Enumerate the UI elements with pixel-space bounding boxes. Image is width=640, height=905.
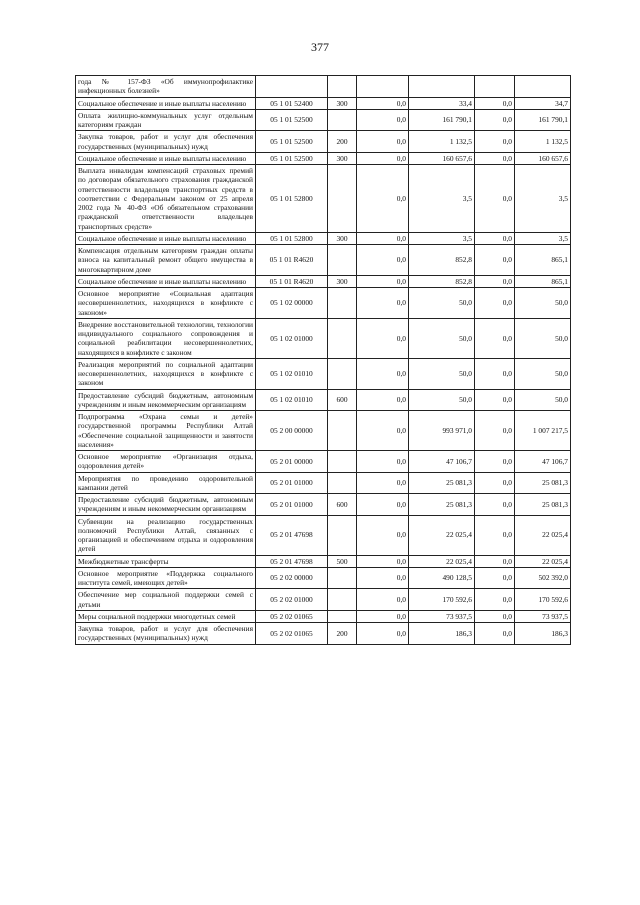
row-value-4: 186,3 [515, 623, 571, 645]
row-value-4: 25 081,3 [515, 494, 571, 516]
row-value-4: 50,0 [515, 358, 571, 389]
row-value-3: 0,0 [475, 451, 515, 473]
row-expense-type [328, 76, 357, 98]
row-value-2 [409, 76, 475, 98]
row-name: Социальное обеспечение и иные выплаты населению [76, 232, 256, 244]
row-value-1: 0,0 [357, 109, 409, 131]
row-value-3: 0,0 [475, 318, 515, 358]
row-expense-type [328, 451, 357, 473]
row-value-1: 0,0 [357, 165, 409, 233]
row-expense-type [328, 358, 357, 389]
row-value-4: 160 657,6 [515, 152, 571, 164]
row-csr-code: 05 2 01 47698 [256, 555, 328, 567]
row-expense-type: 300 [328, 152, 357, 164]
row-value-2: 3,5 [409, 165, 475, 233]
row-value-3: 0,0 [475, 232, 515, 244]
row-value-2: 170 592,6 [409, 589, 475, 611]
row-value-2: 50,0 [409, 318, 475, 358]
row-name: Предоставление субсидий бюджетным, автономным учреждениям и иным некоммерческим организациям [76, 389, 256, 411]
row-value-1: 0,0 [357, 472, 409, 494]
row-csr-code: 05 1 01 R4620 [256, 275, 328, 287]
row-value-2: 50,0 [409, 358, 475, 389]
row-value-2: 50,0 [409, 288, 475, 319]
row-value-2: 33,4 [409, 97, 475, 109]
row-value-2: 73 937,5 [409, 610, 475, 622]
table-row [76, 358, 571, 389]
table-row [76, 165, 571, 233]
table-row [76, 494, 571, 516]
page-number: 377 [311, 40, 329, 54]
row-name: Внедрение восстановительной технологии, технологии индивидуального социального сопровождения и социальной реабилитации несовершеннолетних, находящихся в конфликте с законом [76, 318, 256, 358]
row-value-4: 865,1 [515, 245, 571, 276]
row-value-4: 3,5 [515, 165, 571, 233]
table-row [76, 109, 571, 131]
row-value-4: 3,5 [515, 232, 571, 244]
table-row [76, 288, 571, 319]
row-value-4: 34,7 [515, 97, 571, 109]
row-csr-code [256, 76, 328, 98]
row-csr-code: 05 2 01 01000 [256, 494, 328, 516]
row-value-1: 0,0 [357, 451, 409, 473]
row-csr-code: 05 2 02 00000 [256, 567, 328, 589]
budget-table [75, 75, 571, 645]
row-name: Основное мероприятие «Социальная адаптация несовершеннолетних, находящихся в конфликте с законом» [76, 288, 256, 319]
row-value-1: 0,0 [357, 318, 409, 358]
row-value-1: 0,0 [357, 567, 409, 589]
row-value-4: 170 592,6 [515, 589, 571, 611]
row-value-1: 0,0 [357, 131, 409, 153]
table-row [76, 589, 571, 611]
row-value-4: 502 392,0 [515, 567, 571, 589]
row-value-3: 0,0 [475, 288, 515, 319]
row-expense-type [328, 610, 357, 622]
row-expense-type: 300 [328, 97, 357, 109]
row-name: Социальное обеспечение и иные выплаты населению [76, 152, 256, 164]
row-value-3: 0,0 [475, 610, 515, 622]
table-row [76, 472, 571, 494]
row-value-4: 50,0 [515, 318, 571, 358]
row-value-2: 1 132,5 [409, 131, 475, 153]
row-value-2: 852,8 [409, 245, 475, 276]
row-value-1: 0,0 [357, 589, 409, 611]
row-name: Закупка товаров, работ и услуг для обеспечения государственных (муниципальных) нужд [76, 623, 256, 645]
table-row [76, 131, 571, 153]
row-value-1: 0,0 [357, 97, 409, 109]
row-name: Меры социальной поддержки многодетных семей [76, 610, 256, 622]
row-value-3: 0,0 [475, 131, 515, 153]
row-expense-type: 300 [328, 232, 357, 244]
row-value-4: 22 025,4 [515, 555, 571, 567]
table-row [76, 555, 571, 567]
row-value-3: 0,0 [475, 165, 515, 233]
row-value-2: 47 106,7 [409, 451, 475, 473]
row-name: Межбюджетные трансферты [76, 555, 256, 567]
row-csr-code: 05 2 01 01000 [256, 472, 328, 494]
row-expense-type: 600 [328, 494, 357, 516]
row-value-3: 0,0 [475, 275, 515, 287]
row-csr-code: 05 1 01 R4620 [256, 245, 328, 276]
row-csr-code: 05 1 02 00000 [256, 288, 328, 319]
row-csr-code: 05 1 01 52800 [256, 165, 328, 233]
row-expense-type: 600 [328, 389, 357, 411]
row-name: Подпрограмма «Охрана семьи и детей» государственной программы Республики Алтай «Обеспечение социальной защищенности и занятости населения» [76, 411, 256, 451]
row-csr-code: 05 1 01 52500 [256, 109, 328, 131]
row-value-4: 50,0 [515, 288, 571, 319]
row-value-3 [475, 76, 515, 98]
row-value-4: 25 081,3 [515, 472, 571, 494]
row-value-1: 0,0 [357, 623, 409, 645]
table-row [76, 232, 571, 244]
row-csr-code: 05 2 00 00000 [256, 411, 328, 451]
row-value-1: 0,0 [357, 555, 409, 567]
row-expense-type [328, 245, 357, 276]
row-value-1: 0,0 [357, 610, 409, 622]
row-name: Предоставление субсидий бюджетным, автономным учреждениям и иным некоммерческим организациям [76, 494, 256, 516]
row-name: Реализация мероприятий по социальной адаптации несовершеннолетних, находящихся в конфликте с законом [76, 358, 256, 389]
table-row [76, 97, 571, 109]
row-value-1: 0,0 [357, 494, 409, 516]
row-value-4: 22 025,4 [515, 515, 571, 555]
row-value-4: 47 106,7 [515, 451, 571, 473]
row-name: Оплата жилищно-коммунальных услуг отдельным категориям граждан [76, 109, 256, 131]
row-expense-type [328, 109, 357, 131]
row-name: Обеспечение мер социальной поддержки семей с детьми [76, 589, 256, 611]
row-value-2: 22 025,4 [409, 555, 475, 567]
row-value-3: 0,0 [475, 245, 515, 276]
row-value-2: 25 081,3 [409, 472, 475, 494]
row-value-1: 0,0 [357, 232, 409, 244]
table-row [76, 152, 571, 164]
row-value-3: 0,0 [475, 97, 515, 109]
table-row [76, 389, 571, 411]
row-value-3: 0,0 [475, 109, 515, 131]
row-name: Субвенции на реализацию государственных полномочий Республики Алтай, связанных с организацией и обеспечением отдыха и оздоровления детей [76, 515, 256, 555]
row-csr-code: 05 1 01 52500 [256, 131, 328, 153]
row-value-1: 0,0 [357, 411, 409, 451]
row-value-4: 1 132,5 [515, 131, 571, 153]
row-value-3: 0,0 [475, 358, 515, 389]
row-expense-type [328, 567, 357, 589]
row-value-2: 3,5 [409, 232, 475, 244]
row-expense-type [328, 288, 357, 319]
table-row [76, 567, 571, 589]
row-value-1 [357, 76, 409, 98]
row-expense-type: 500 [328, 555, 357, 567]
row-value-3: 0,0 [475, 515, 515, 555]
row-value-4: 50,0 [515, 389, 571, 411]
row-value-4: 1 007 217,5 [515, 411, 571, 451]
row-value-2: 490 128,5 [409, 567, 475, 589]
row-csr-code: 05 2 02 01065 [256, 623, 328, 645]
row-name: года № 157-ФЗ «Об иммунопрофилактике инфекционных болезней» [76, 76, 256, 98]
row-value-2: 22 025,4 [409, 515, 475, 555]
table-row [76, 623, 571, 645]
row-expense-type [328, 411, 357, 451]
row-csr-code: 05 1 01 52400 [256, 97, 328, 109]
row-csr-code: 05 1 02 01010 [256, 358, 328, 389]
row-value-3: 0,0 [475, 494, 515, 516]
row-expense-type [328, 472, 357, 494]
row-name: Закупка товаров, работ и услуг для обеспечения государственных (муниципальных) нужд [76, 131, 256, 153]
row-value-4: 865,1 [515, 275, 571, 287]
table-row [76, 411, 571, 451]
row-value-2: 852,8 [409, 275, 475, 287]
row-name: Выплата инвалидам компенсаций страховых премий по договорам обязательного страхования гражданской ответственности владельцев транспортных средств в соответствии с Федеральным законом от 25 апреля 2002 года № 40-ФЗ «Об обязательном страховании гражданской ответственности владельцев транспортных средств» [76, 165, 256, 233]
row-value-2: 186,3 [409, 623, 475, 645]
row-expense-type: 200 [328, 623, 357, 645]
table-row [76, 451, 571, 473]
row-value-1: 0,0 [357, 515, 409, 555]
row-value-3: 0,0 [475, 152, 515, 164]
row-value-2: 25 081,3 [409, 494, 475, 516]
row-csr-code: 05 1 01 52500 [256, 152, 328, 164]
table-row [76, 76, 571, 98]
row-value-3: 0,0 [475, 389, 515, 411]
row-value-4 [515, 76, 571, 98]
row-value-2: 50,0 [409, 389, 475, 411]
row-expense-type [328, 515, 357, 555]
table-row [76, 318, 571, 358]
table-row [76, 515, 571, 555]
row-csr-code: 05 2 02 01000 [256, 589, 328, 611]
row-csr-code: 05 1 02 01000 [256, 318, 328, 358]
row-csr-code: 05 2 01 47698 [256, 515, 328, 555]
row-expense-type [328, 589, 357, 611]
table-row [76, 275, 571, 287]
row-value-3: 0,0 [475, 623, 515, 645]
row-csr-code: 05 1 01 52800 [256, 232, 328, 244]
row-value-3: 0,0 [475, 567, 515, 589]
table-row [76, 610, 571, 622]
table-row [76, 245, 571, 276]
row-value-4: 161 790,1 [515, 109, 571, 131]
row-value-3: 0,0 [475, 411, 515, 451]
row-value-1: 0,0 [357, 389, 409, 411]
row-csr-code: 05 2 02 01065 [256, 610, 328, 622]
row-value-1: 0,0 [357, 358, 409, 389]
row-name: Основное мероприятие «Поддержка социального института семей, имеющих детей» [76, 567, 256, 589]
row-value-4: 73 937,5 [515, 610, 571, 622]
row-value-2: 160 657,6 [409, 152, 475, 164]
row-name: Компенсация отдельным категориям граждан оплаты взноса на капитальный ремонт общего имущества в многоквартирном доме [76, 245, 256, 276]
row-value-1: 0,0 [357, 288, 409, 319]
row-value-1: 0,0 [357, 245, 409, 276]
row-expense-type: 300 [328, 275, 357, 287]
row-expense-type: 200 [328, 131, 357, 153]
row-name: Социальное обеспечение и иные выплаты населению [76, 275, 256, 287]
row-value-3: 0,0 [475, 589, 515, 611]
row-name: Социальное обеспечение и иные выплаты населению [76, 97, 256, 109]
row-csr-code: 05 1 02 01010 [256, 389, 328, 411]
row-value-1: 0,0 [357, 275, 409, 287]
row-expense-type [328, 165, 357, 233]
row-value-1: 0,0 [357, 152, 409, 164]
row-csr-code: 05 2 01 00000 [256, 451, 328, 473]
row-value-3: 0,0 [475, 472, 515, 494]
row-expense-type [328, 318, 357, 358]
row-value-2: 161 790,1 [409, 109, 475, 131]
row-value-2: 993 971,0 [409, 411, 475, 451]
row-value-3: 0,0 [475, 555, 515, 567]
row-name: Основное мероприятие «Организация отдыха, оздоровления детей» [76, 451, 256, 473]
row-name: Мероприятия по проведению оздоровительной кампании детей [76, 472, 256, 494]
